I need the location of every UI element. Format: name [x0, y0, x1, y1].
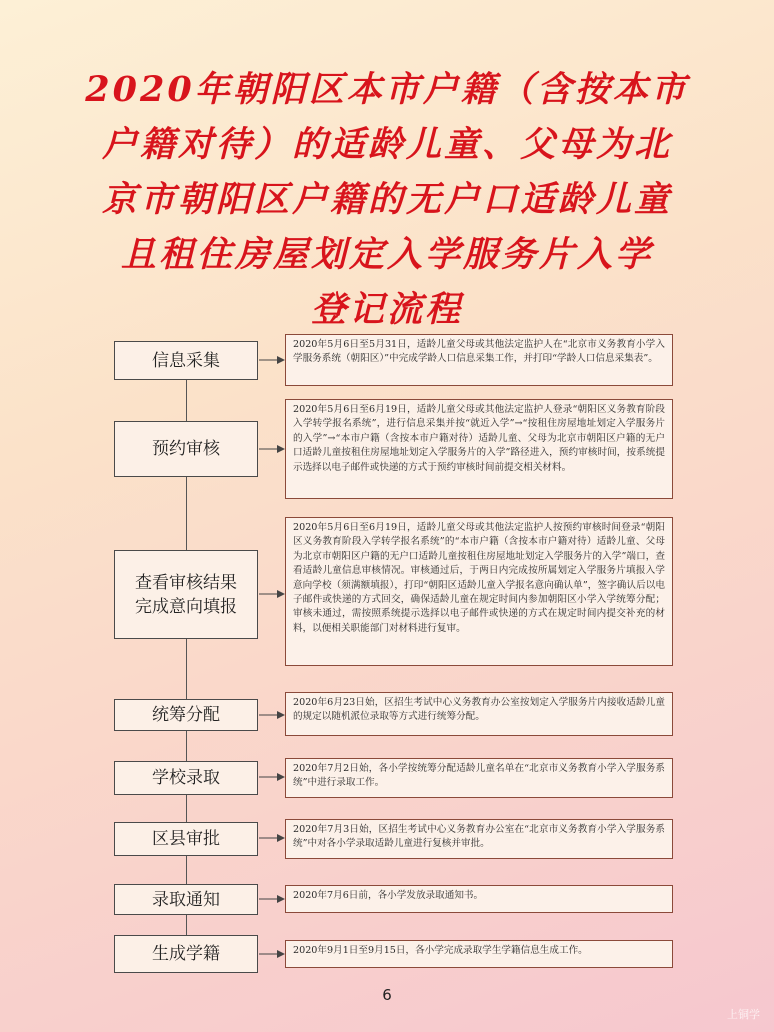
step-admission-notice-description: 2020年7月6日前，各小学发放录取通知书。: [285, 885, 673, 913]
step-info-collection: 信息采集: [114, 341, 258, 380]
step-school-admission-description: 2020年7月2日始，各小学按统筹分配适龄儿童名单在“北京市义务教育小学入学服务系统”中进行录取工作。: [285, 758, 673, 798]
step-view-results-intention: 查看审核结果 完成意向填报: [114, 550, 258, 639]
step-appointment-review: 预约审核: [114, 421, 258, 477]
step-generate-student-record-description: 2020年9月1日至9月15日，各小学完成录取学生学籍信息生成工作。: [285, 940, 673, 968]
step-district-approval-description: 2020年7月3日始，区招生考试中心义务教育办公室在“北京市义务教育小学入学服务系统”中对各小学录取适龄儿童进行复核并审批。: [285, 819, 673, 859]
right-arrow-icon: [259, 707, 285, 723]
step-view-results-intention-description: 2020年5月6日至6月19日，适龄儿童父母或其他法定监护人按预约审核时间登录“朝阳区义务教育阶段入学转学报名系统”的“本市户籍（含按本市户籍对待）适龄儿童、父母为北京市朝阳区户籍的无户口适龄儿童按租住房屋地址划定入学服务片的入学”端口，查看适龄儿童信息审核情况。审核通过后，于两日内完成按所属划定入学服务片填报入学意向学校（须满额填报），打印“朝阳区适龄儿童入学报名意向确认单”，签字确认后以电子邮件或快递的方式回交，确保适龄儿童在规定时间内参加朝阳区小学入学统筹分配；审核未通过，需按照系统提示选择以电子邮件或快递的方式在规定时间内提交补充的材料，以便相关职能部门对材料进行复审。: [285, 517, 673, 666]
step-coordinated-allocation-description: 2020年6月23日始，区招生考试中心义务教育办公室按划定入学服务片内接收适龄儿童的规定以随机派位录取等方式进行统筹分配。: [285, 692, 673, 736]
right-arrow-icon: [259, 441, 285, 457]
right-arrow-icon: [259, 830, 285, 846]
step-appointment-review-description: 2020年5月6日至6月19日，适龄儿童父母或其他法定监护人登录“朝阳区义务教育阶段入学转学报名系统”，进行信息采集并按“就近入学”→“按租住房屋地址划定入学服务片的入学”→“本市户籍（含按本市户籍对待）适龄儿童、父母为北京市朝阳区户籍的无户口适龄儿童按租住房屋地址划定入学服务片的入学”路径进入，预约审核时间，按系统提示选择以电子邮件或快递的方式于预约审核时间前提交相关材料。: [285, 399, 673, 499]
watermark: 上铜学: [727, 1008, 760, 1021]
right-arrow-icon: [259, 586, 285, 602]
step-admission-notice: 录取通知: [114, 884, 258, 915]
step-school-admission: 学校录取: [114, 761, 258, 795]
page-title: 2020年朝阳区本市户籍（含按本市 户籍对待）的适龄儿童、父母为北 京市朝阳区户籍的无户口适龄儿童 且租住房屋划定入学服务片入学 登记流程: [85, 69, 689, 330]
step-coordinated-allocation: 统筹分配: [114, 699, 258, 731]
right-arrow-icon: [259, 352, 285, 368]
right-arrow-icon: [259, 891, 285, 907]
step-info-collection-description: 2020年5月6日至5月31日，适龄儿童父母或其他法定监护人在“北京市义务教育小学入学服务系统（朝阳区）”中完成学龄人口信息采集工作，并打印“学龄人口信息采集表”。: [285, 334, 673, 386]
page-number: 6: [382, 986, 392, 1004]
step-district-approval: 区县审批: [114, 822, 258, 856]
right-arrow-icon: [259, 946, 285, 962]
step-generate-student-record: 生成学籍: [114, 935, 258, 973]
right-arrow-icon: [259, 769, 285, 785]
